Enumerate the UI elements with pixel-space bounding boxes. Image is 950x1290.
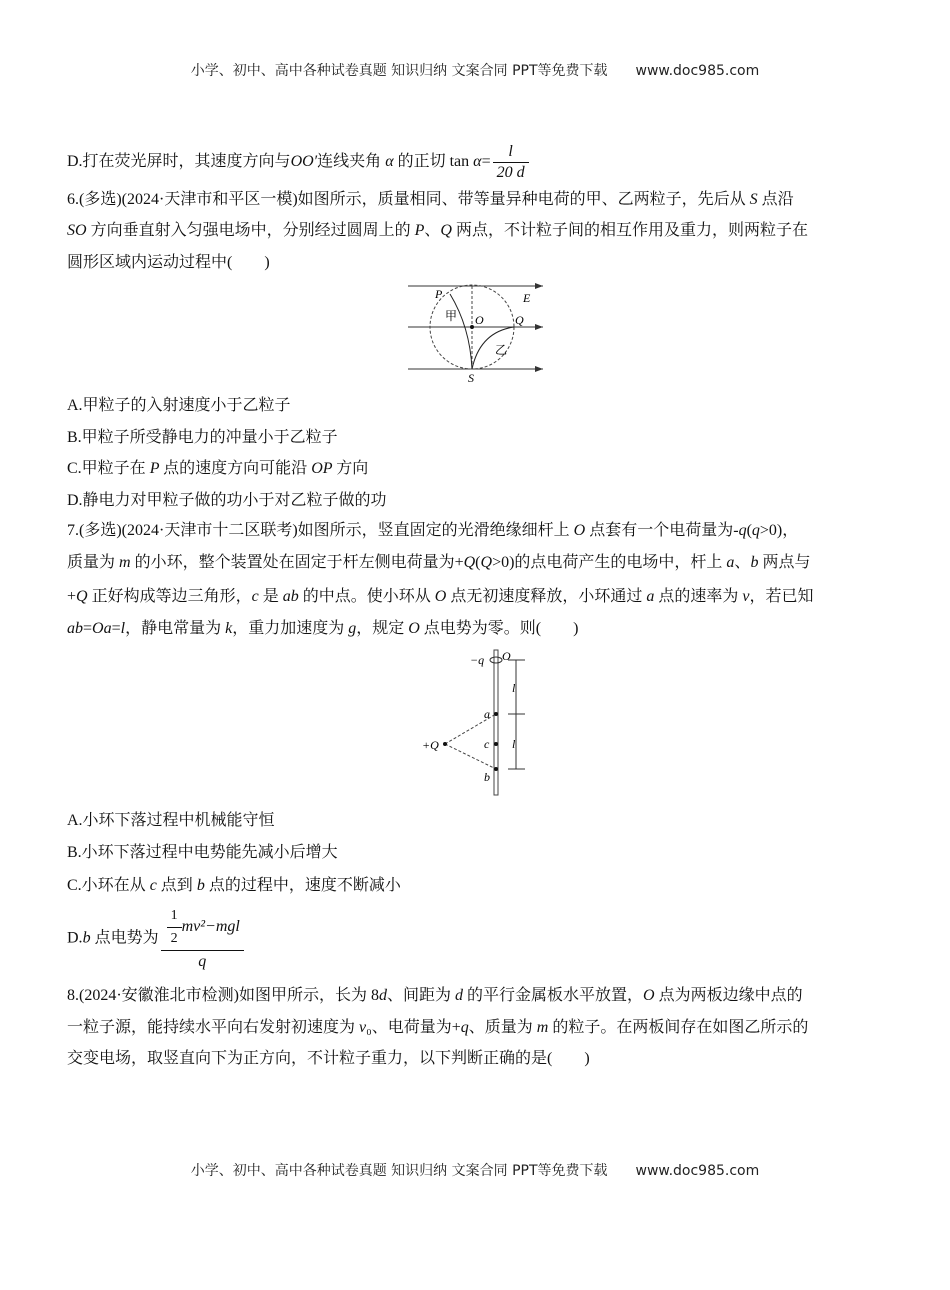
text-run: 方向垂直射入匀强电场中，分别经过圆周上的 <box>86 222 411 239</box>
math-var: a <box>722 554 735 571</box>
text-run: 点为两板边缘中点的 <box>654 987 803 1004</box>
text-run: 是 <box>258 588 279 605</box>
text-run: 交变电场，取竖直向下为正方向，不计粒子重力，以下判断正确的是( ) <box>67 1050 590 1067</box>
math-var: b <box>750 554 759 571</box>
math-var: O <box>569 522 590 539</box>
label-e: E <box>523 291 531 305</box>
math-var: l <box>120 620 126 637</box>
math-var: q <box>738 522 747 539</box>
text-run: 的中点。使小环从 <box>302 588 431 605</box>
math-var: q <box>460 1019 469 1036</box>
text-run: = <box>83 620 93 637</box>
q8-line <box>67 986 803 1006</box>
label-o: O <box>475 313 484 327</box>
math-var: Q <box>76 588 88 605</box>
math-var: α <box>473 153 482 171</box>
text-run: ，重力加速度为 <box>232 620 345 637</box>
math-var: OP <box>307 460 337 477</box>
label-b: b <box>484 770 490 784</box>
text-run: 连线夹角 <box>317 153 382 171</box>
label-s: S <box>468 371 474 385</box>
label-minus-q: −q <box>470 653 485 667</box>
text-run: 的正切 tan <box>397 153 474 171</box>
q7-line <box>67 553 810 573</box>
math-var: m <box>115 554 135 571</box>
q7-option <box>67 843 338 863</box>
text-run: 点的过程中，速度不断减小 <box>208 877 401 894</box>
page-footer <box>0 1160 950 1180</box>
label-yi: 乙 <box>495 343 508 357</box>
fraction <box>493 142 529 183</box>
text-run: ( <box>746 522 752 539</box>
text-run: 8.(2024·安徽淮北市检测)如图甲所示，长为 8 <box>67 987 379 1004</box>
q6-line <box>67 190 794 210</box>
footer-text: 小学、初中、高中各种试卷真题 知识归纳 文案合同 PPT等免费下载 <box>190 1163 608 1179</box>
math-var: a <box>642 588 659 605</box>
text-run: 6.(多选)(2024·天津市和平区一模)如图所示，质量相同、带等量异种电荷的甲、乙两粒子，先后从 <box>67 191 746 208</box>
q7-option-d <box>67 905 244 973</box>
header-url: www.doc985.com <box>635 63 760 79</box>
text-run: + <box>67 588 77 605</box>
math-var: OO′ <box>290 153 318 171</box>
text-run: 两点与 <box>758 554 811 571</box>
text-run: 一粒子源，能持续水平向右发射初速度为 <box>67 1019 356 1036</box>
math-var: g <box>344 620 357 637</box>
math-var: Q <box>463 554 476 571</box>
math-var: Oa <box>92 620 112 637</box>
text-run: ，规定 <box>356 620 405 637</box>
text-run: 、 <box>734 554 751 571</box>
q5-option-d <box>67 142 529 183</box>
text-run: >0)的点电荷产生的电场中，杆上 <box>492 554 723 571</box>
q7-line <box>67 521 798 541</box>
text-run: 的粒子。在两板间存在如图乙所示的 <box>552 1019 809 1036</box>
q7-figure <box>420 648 530 798</box>
text-run: 点到 <box>160 877 193 894</box>
text-run: 圆形区域内运动过程中( ) <box>67 254 270 271</box>
math-var: SO <box>67 222 87 239</box>
footer-url: www.doc985.com <box>635 1163 760 1179</box>
text-run: B.小环下落过程中电势能先减小后增大 <box>67 844 338 861</box>
text-run: 、质量为 <box>468 1019 533 1036</box>
math-var: v <box>738 588 750 605</box>
denominator: q <box>198 953 207 970</box>
text-run: 两点，不计粒子间的相互作用及重力，则两粒子在 <box>451 222 808 239</box>
text-run: 方向 <box>336 460 369 477</box>
var-b: b <box>82 929 91 947</box>
text-run: 点套有一个电荷量为- <box>589 522 739 539</box>
text-run: 、 <box>424 222 441 239</box>
q6-line <box>67 253 270 273</box>
text-run: ( <box>475 554 481 571</box>
text-run: = <box>111 620 121 637</box>
math-var: O <box>643 987 655 1004</box>
label-l: l <box>512 737 516 751</box>
math-var: c <box>145 877 161 894</box>
label-o: O <box>502 649 511 663</box>
page-header <box>0 60 950 80</box>
q7-option <box>67 811 275 831</box>
label-plus-q: +Q <box>422 738 439 752</box>
text-run: C.甲粒子在 <box>67 460 146 477</box>
text-run: D.静电力对甲粒子做的功小于对乙粒子做的功 <box>67 492 387 509</box>
q7-option <box>67 876 401 896</box>
q7-line <box>67 619 578 639</box>
text-run: >0)， <box>759 522 799 539</box>
text-run: 点的速率为 <box>658 588 739 605</box>
text-run: 的小环，整个装置处在固定于杆左侧电荷量为+ <box>134 554 464 571</box>
math-var: c <box>251 588 259 605</box>
math-var: b <box>192 877 209 894</box>
text-run: A.小环下落过程中机械能守恒 <box>67 812 275 829</box>
text-run: ，静电常量为 <box>125 620 222 637</box>
math-var: Q <box>440 222 452 239</box>
option-prefix: D. <box>67 929 83 947</box>
math-var: v <box>355 1019 367 1036</box>
text-run: A.甲粒子的入射速度小于乙粒子 <box>67 397 291 414</box>
q8-line <box>67 1049 590 1069</box>
text-run: 质量为 <box>67 554 116 571</box>
math-var: q <box>751 522 760 539</box>
text-run: ₀、电荷量为+ <box>366 1019 461 1036</box>
math-var: ab <box>278 588 303 605</box>
math-var: P <box>145 460 164 477</box>
math-var: P <box>410 222 425 239</box>
label-c: c <box>484 737 490 751</box>
text-run: ，若已知 <box>749 588 814 605</box>
denominator: 20 d <box>496 164 525 181</box>
label-a: a <box>484 707 490 721</box>
text-run: 的平行金属板水平放置， <box>467 987 644 1004</box>
text-run: D.打在荧光屏时，其速度方向与 <box>67 153 291 171</box>
text-run: 、间距为 <box>387 987 452 1004</box>
math-var: α <box>381 153 398 171</box>
half-num: 1 <box>167 905 182 928</box>
math-var: m <box>532 1019 553 1036</box>
text-run: 点电势为零。则( ) <box>423 620 579 637</box>
header-text: 小学、初中、高中各种试卷真题 知识归纳 文案合同 PPT等免费下载 <box>190 63 608 79</box>
q7-line <box>67 587 813 607</box>
math-var: O <box>430 588 451 605</box>
text-run: B.甲粒子所受静电力的冲量小于乙粒子 <box>67 429 338 446</box>
q6-figure <box>405 282 545 385</box>
q8-line <box>67 1018 808 1038</box>
text-run: 点无初速度释放，小环通过 <box>450 588 643 605</box>
math-var: Q <box>480 554 493 571</box>
text-run: C.小环在从 <box>67 877 146 894</box>
numerator: l <box>493 142 529 163</box>
label-p: P <box>435 287 443 301</box>
math-var: d <box>451 987 468 1004</box>
math-var: S <box>745 191 762 208</box>
q6-option <box>67 396 291 416</box>
label-q: Q <box>515 313 524 327</box>
math-var: O <box>404 620 424 637</box>
numerator: mv²−mgl <box>181 918 240 936</box>
q6-line <box>67 221 808 241</box>
label-jia: 甲 <box>445 309 458 323</box>
math-var: d <box>379 987 387 1004</box>
math-var: k <box>221 620 233 637</box>
option-text: 点电势为 <box>90 929 159 947</box>
math-var: ab <box>67 620 83 637</box>
text-run: 正好构成等边三角形， <box>87 588 252 605</box>
q6-option <box>67 491 387 511</box>
q6-option <box>67 459 368 479</box>
q6-option <box>67 428 338 448</box>
half-den: 2 <box>170 931 178 946</box>
label-l: l <box>512 681 516 695</box>
text-run: 7.(多选)(2024·天津市十二区联考)如图所示，竖直固定的光滑绝缘细杆上 <box>67 522 570 539</box>
text-run: 点的速度方向可能沿 <box>163 460 308 477</box>
text-run: = <box>481 153 491 171</box>
fraction <box>161 905 244 973</box>
text-run: 点沿 <box>761 191 794 208</box>
